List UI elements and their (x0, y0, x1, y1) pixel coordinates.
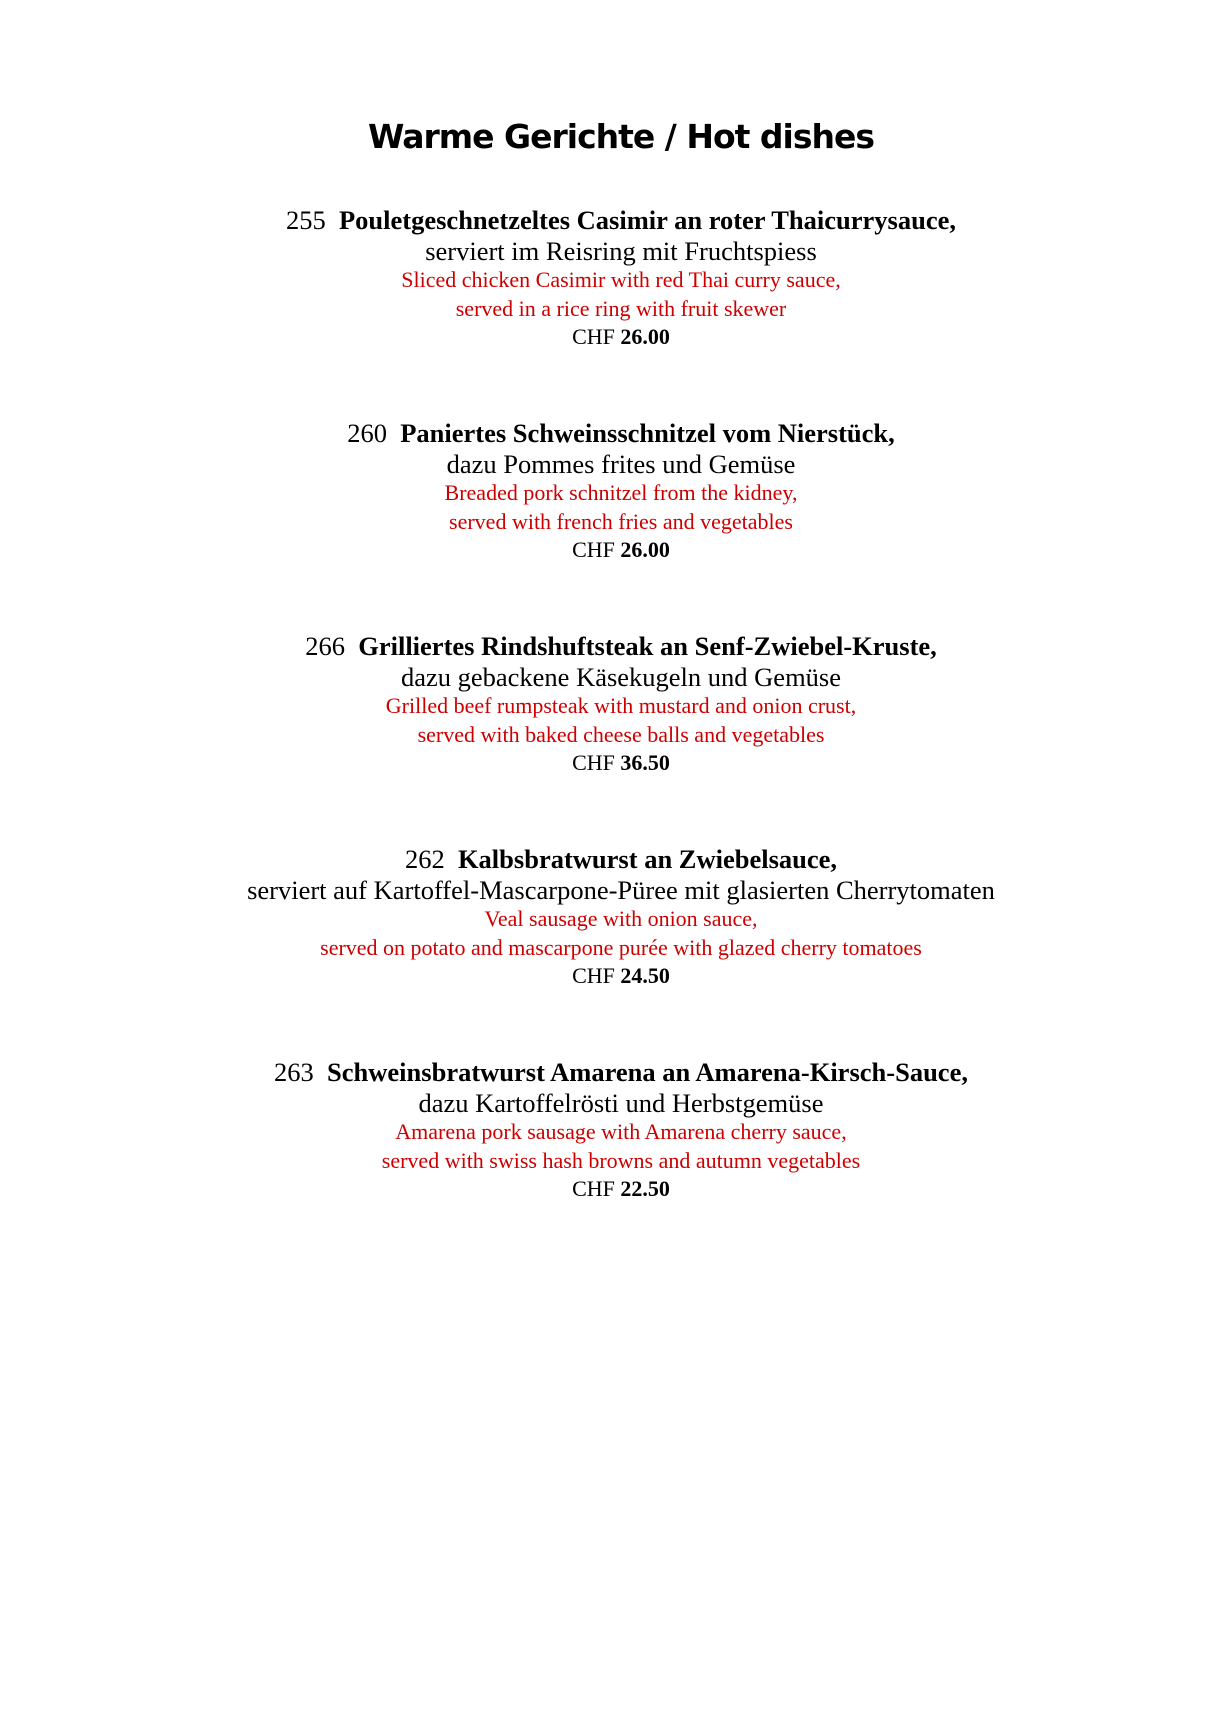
price-amount: 26.00 (620, 324, 670, 349)
dish-number: 266 (305, 631, 345, 661)
dish-price (0, 323, 1222, 351)
price-currency: CHF (572, 324, 615, 349)
dish-name-en: Amarena pork sausage with Amarena cherry sauce, (395, 1119, 847, 1144)
price-currency: CHF (572, 1176, 615, 1201)
dish-number: 255 (285, 205, 326, 235)
dish-name-de: Pouletgeschnetzeltes Casimir an roter Thaicurrysauce, (338, 205, 956, 235)
dish-description-en: served with french fries and vegetables (449, 508, 793, 534)
price-amount: 26.00 (620, 537, 670, 562)
dish-item (0, 630, 1222, 777)
dish-description-de: dazu gebackene Käsekugeln und Gemüse (400, 662, 842, 692)
dish-heading (0, 1056, 1222, 1088)
dish-description-de: dazu Pommes frites und Gemüse (446, 449, 796, 479)
dish-description-en: served on potato and mascarpone purée with glazed cherry tomatoes (320, 934, 922, 960)
price-amount: 24.50 (620, 963, 670, 988)
dish-number: 263 (274, 1057, 314, 1087)
dish-name-de: Schweinsbratwurst Amarena an Amarena-Kirsch-Sauce, (327, 1057, 968, 1087)
dish-description-en: served with swiss hash browns and autumn vegetables (381, 1147, 861, 1173)
page-title: Warme Gerichte / Hot dishes (368, 117, 874, 156)
price-amount: 36.50 (620, 750, 670, 775)
dish-number: 262 (404, 844, 445, 874)
price-currency: CHF (572, 537, 615, 562)
dish-description-de: dazu Kartoffelrösti und Herbstgemüse (418, 1088, 824, 1118)
dish-description-de: serviert auf Kartoffel-Mascarpone-Püree mit glasierten Cherrytomaten (247, 875, 995, 905)
price-currency: CHF (572, 963, 615, 988)
dish-number: 260 (347, 418, 387, 448)
dish-name-en: Veal sausage with onion sauce, (484, 906, 758, 931)
dish-name-de: Paniertes Schweinsschnitzel vom Nierstück, (400, 418, 895, 448)
dish-heading (0, 630, 1222, 662)
dish-heading (0, 843, 1222, 875)
dish-price (0, 1175, 1222, 1203)
price-amount: 22.50 (620, 1176, 670, 1201)
dish-price (0, 749, 1222, 777)
dish-description-en: served with baked cheese balls and vegetables (417, 721, 825, 747)
dish-name-en: Breaded pork schnitzel from the kidney, (444, 480, 798, 505)
dish-name-de: Grilliertes Rindshuftsteak an Senf-Zwiebel-Kruste, (358, 631, 937, 661)
dish-name-en: Sliced chicken Casimir with red Thai curry sauce, (401, 267, 841, 292)
dish-description-en: served in a rice ring with fruit skewer (455, 295, 787, 321)
dish-item (0, 417, 1222, 564)
dish-name-en: Grilled beef rumpsteak with mustard and onion crust, (385, 693, 857, 718)
dish-heading (0, 417, 1222, 449)
dish-heading (0, 204, 1222, 236)
dish-item (0, 843, 1222, 990)
dish-price (0, 536, 1222, 564)
dish-name-de: Kalbsbratwurst an Zwiebelsauce, (457, 844, 838, 874)
dish-item (0, 204, 1222, 351)
dish-description-de: serviert im Reisring mit Fruchtspiess (425, 236, 817, 266)
dish-item (0, 1056, 1222, 1203)
price-currency: CHF (572, 750, 615, 775)
dish-price (0, 962, 1222, 990)
